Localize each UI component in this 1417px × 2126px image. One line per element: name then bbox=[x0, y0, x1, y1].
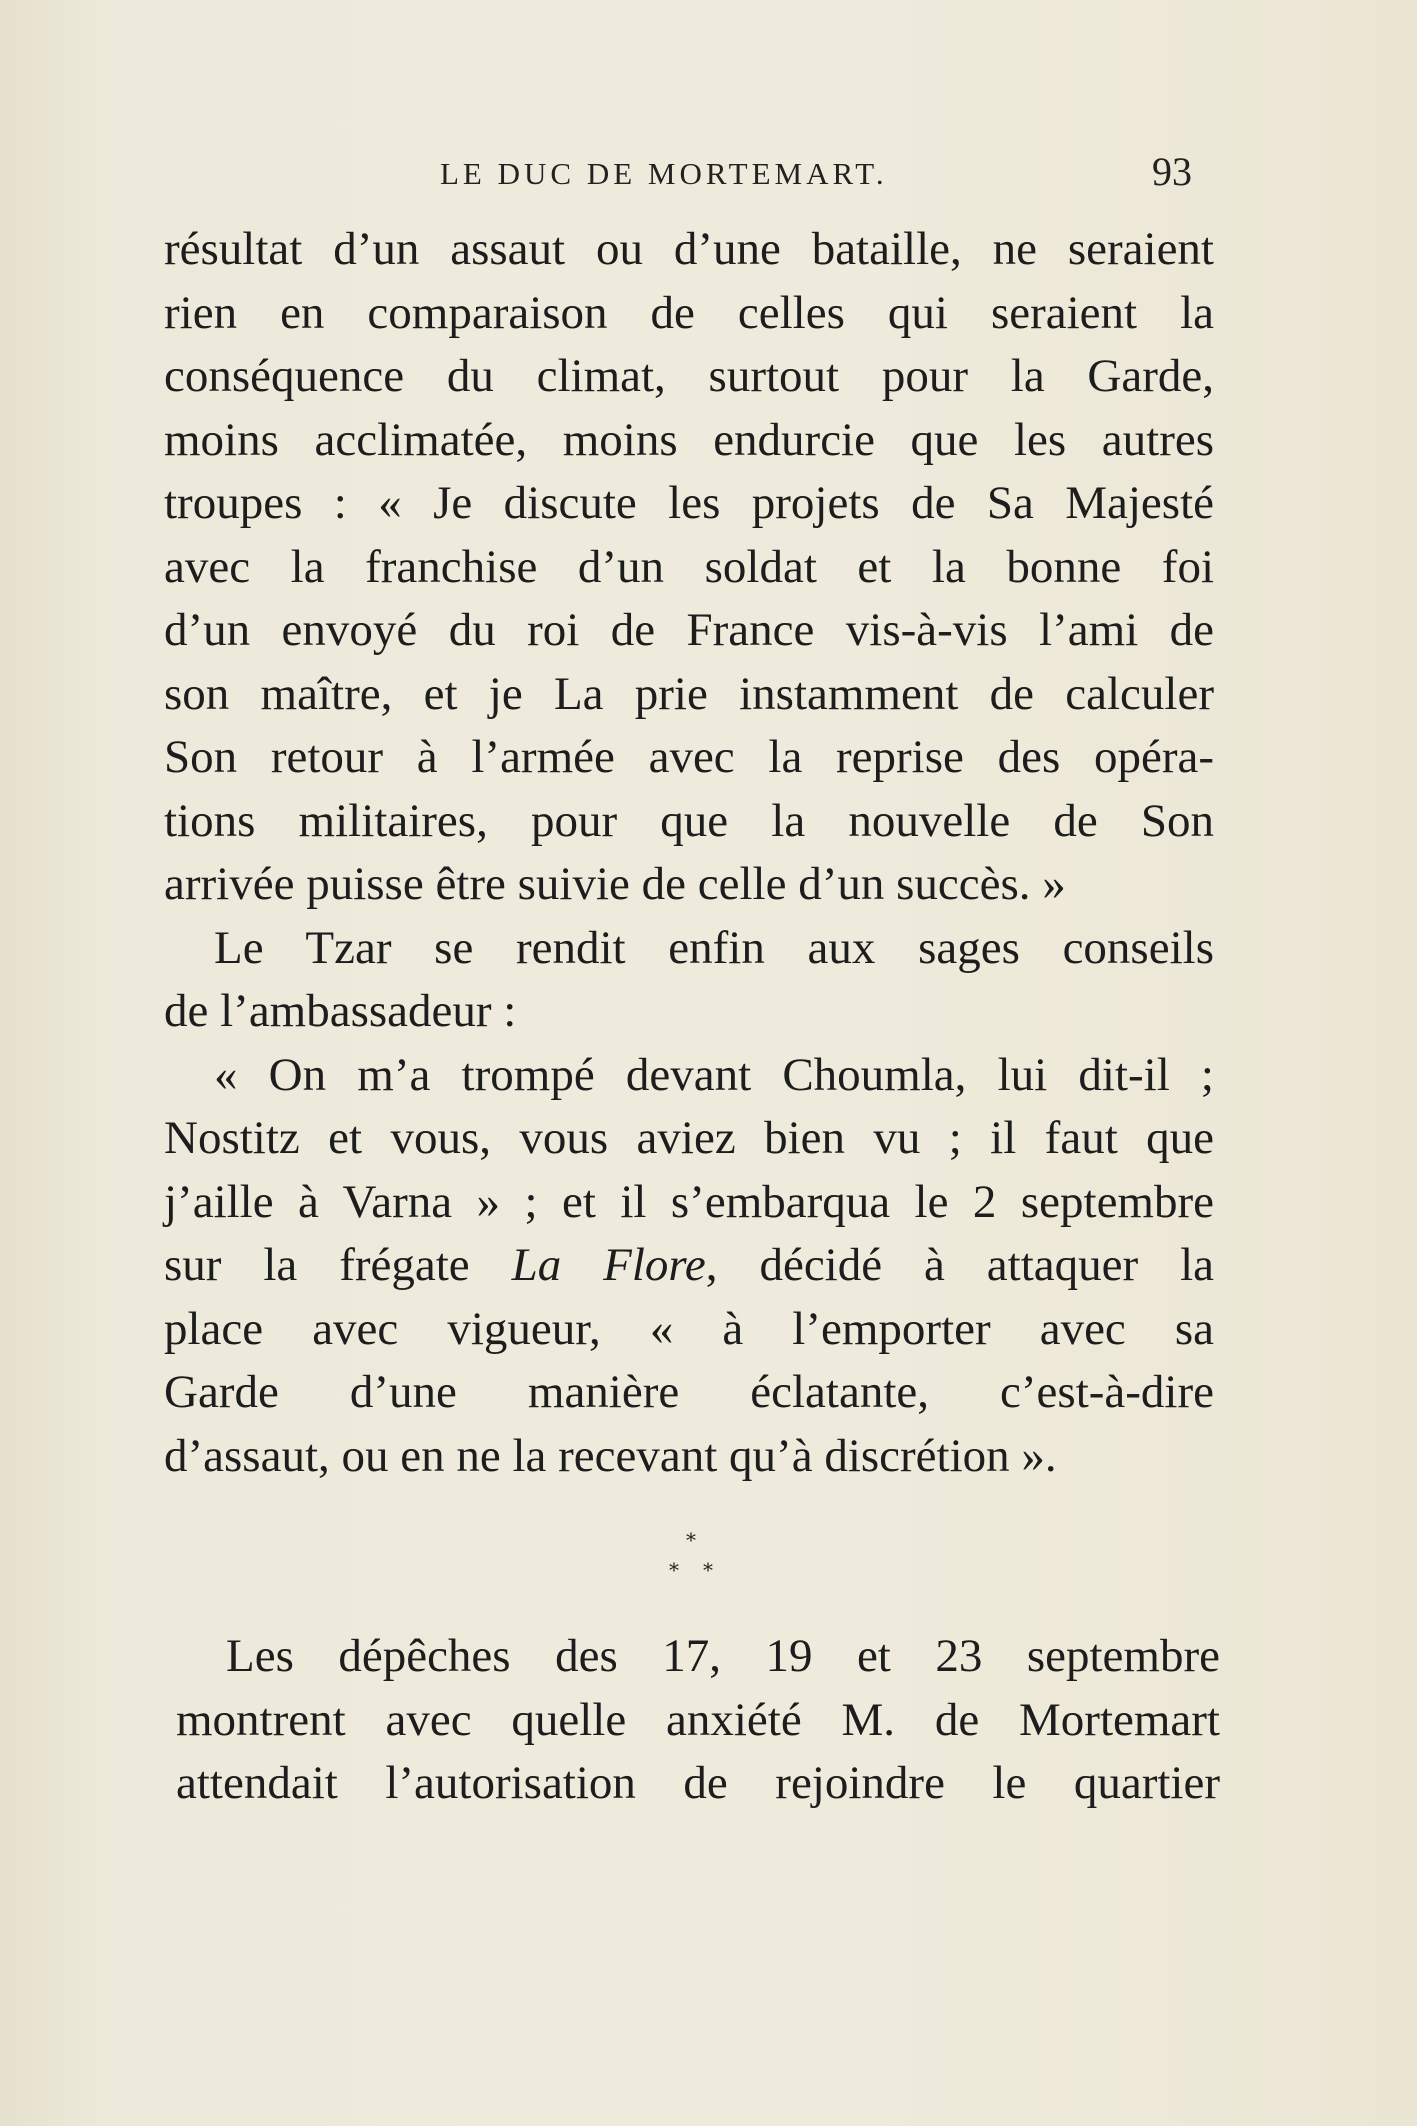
text-line: Le Tzar se rendit enfin aux sages conseils bbox=[214, 921, 1214, 974]
text-line: de l’ambassadeur : bbox=[164, 985, 517, 1037]
paragraph-2 bbox=[164, 917, 1214, 1044]
text-line: place avec vigueur, « à l’emporter avec sa bbox=[164, 1302, 1214, 1355]
text-line: attendait l’autorisation de rejoindre le quartier bbox=[176, 1757, 1220, 1809]
paragraph-3 bbox=[164, 1044, 1214, 1489]
text-fragment: , décidé à attaquer la bbox=[705, 1239, 1214, 1291]
text-line: montrent avec quelle anxiété M. de Mortemart bbox=[176, 1693, 1220, 1746]
main-text bbox=[164, 218, 1214, 1488]
section-separator bbox=[660, 1530, 730, 1590]
text-fragment: sur la frégate bbox=[164, 1239, 470, 1291]
text-line: Nostitz et vous, vous aviez bien vu ; il faut que bbox=[164, 1112, 1214, 1164]
asterism-star: * bbox=[669, 1558, 679, 1582]
text-line: arrivée puisse être suivie de celle d’un succès. » bbox=[164, 858, 1066, 910]
paragraph-1 bbox=[164, 218, 1214, 917]
asterism-star: * bbox=[703, 1558, 713, 1582]
running-title: LE DUC DE MORTEMART. bbox=[440, 156, 888, 191]
text-line: d’assaut, ou en ne la recevant qu’à discrétion ». bbox=[164, 1429, 1057, 1482]
text-line: Son retour à l’armée avec la reprise des opéra- bbox=[164, 731, 1214, 783]
paragraph-4 bbox=[176, 1625, 1220, 1816]
text-line: Garde d’une manière éclatante, c’est-à-dire bbox=[164, 1366, 1214, 1418]
text-line: j’aille à Varna » ; et il s’embarqua le 2 septembre bbox=[164, 1175, 1214, 1228]
text-line: rien en comparaison de celles qui seraient la bbox=[164, 286, 1214, 339]
text-line: conséquence du climat, surtout pour la Garde, bbox=[164, 350, 1214, 402]
text-line: troupes : « Je discute les projets de Sa Majesté bbox=[164, 477, 1214, 529]
text-line: son maître, et je La prie instamment de calculer bbox=[164, 667, 1214, 720]
page-number: 93 bbox=[1152, 149, 1192, 194]
ship-name: La Flore bbox=[511, 1239, 706, 1291]
text-line: tions militaires, pour que la nouvelle de Son bbox=[164, 794, 1214, 847]
text-line: résultat d’un assaut ou d’une bataille, ne seraient bbox=[164, 223, 1214, 275]
text-line: « On m’a trompé devant Choumla, lui dit-il ; bbox=[214, 1048, 1214, 1101]
text-line: Les dépêches des 17, 19 et 23 septembre bbox=[226, 1630, 1220, 1682]
text-line: avec la franchise d’un soldat et la bonne foi bbox=[164, 540, 1214, 593]
running-head bbox=[164, 148, 1204, 208]
text-line-with-ship-name bbox=[164, 1234, 1214, 1298]
text-line: moins acclimatée, moins endurcie que les autres bbox=[164, 413, 1214, 466]
text-line: d’un envoyé du roi de France vis-à-vis l’ami de bbox=[164, 604, 1214, 656]
asterism-star: * bbox=[686, 1528, 696, 1552]
lower-text bbox=[176, 1625, 1220, 1816]
